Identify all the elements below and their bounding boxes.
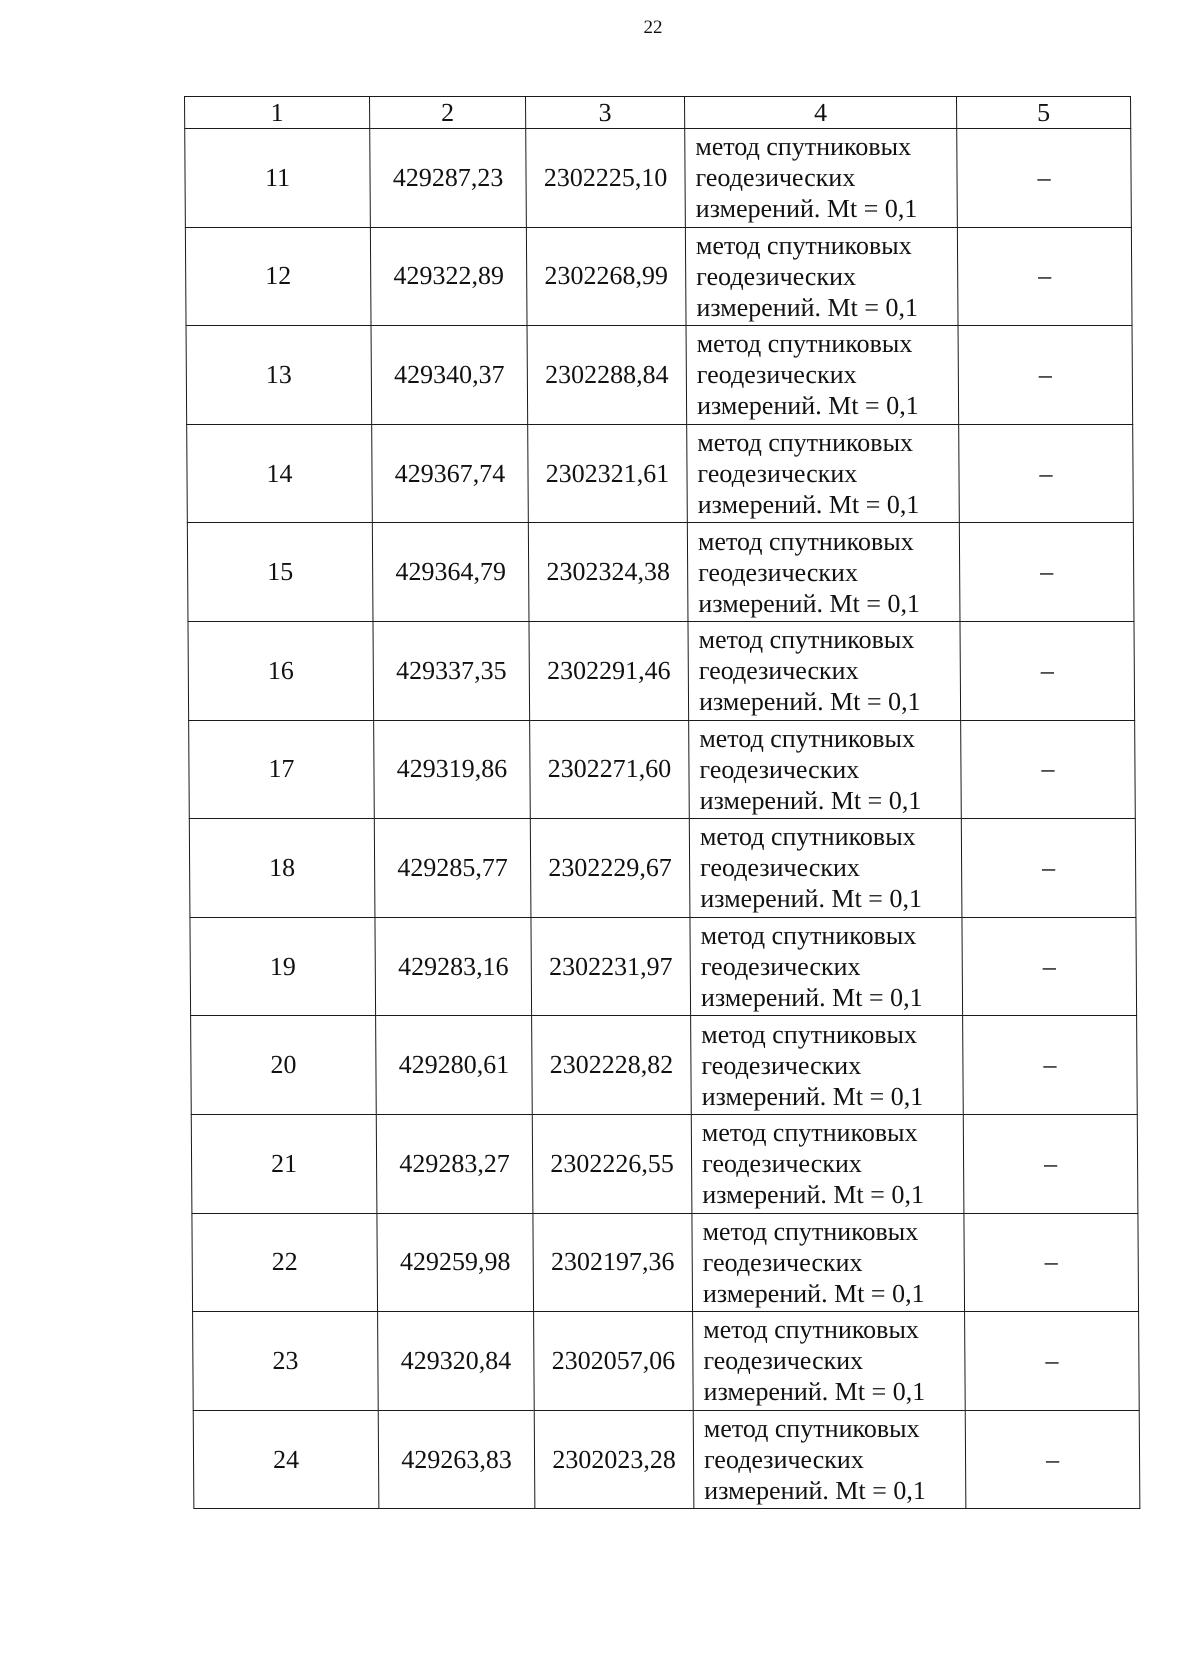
page-number: 22 [643,17,663,38]
y-coordinate-cell: 2302231,97 [531,917,691,1016]
table-row [190,917,1137,1016]
y-coordinate-cell: 2302057,06 [534,1312,694,1411]
y-coordinate-cell: 2302291,46 [529,621,689,720]
table-row [186,326,1133,425]
point-number-cell: 14 [187,424,373,523]
method-text-line: геодезических [697,459,858,489]
point-number-cell: 13 [186,326,372,425]
method-text-line: измерений. Mt = 0,1 [698,588,921,618]
point-number-cell: 23 [193,1312,379,1411]
method-text-line: геодезических [701,1149,862,1179]
note-cell [963,1114,1138,1213]
table-row [193,1312,1140,1411]
method-cell [693,1312,966,1411]
method-text-line: метод спутниковых [699,822,916,852]
y-coordinate-cell: 2302023,28 [534,1410,694,1509]
point-number-cell: 21 [191,1114,377,1213]
note-cell [965,1410,1140,1509]
table-body [185,129,1140,1509]
method-text-line: метод спутниковых [695,132,912,162]
method-cell [688,621,961,720]
method-cell [687,424,960,523]
x-coordinate-cell: 429283,16 [375,917,532,1016]
method-text-line: геодезических [700,952,861,982]
dash-mark: – [1041,754,1055,784]
note-cell [964,1213,1139,1312]
table-row [191,1016,1138,1115]
header-row [185,97,1131,129]
dash-mark: – [1037,162,1051,192]
coordinates-table [184,96,1140,1509]
note-cell [957,129,1132,228]
dash-mark: – [1045,1444,1060,1474]
method-text-line: метод спутниковых [703,1414,920,1444]
method-text-line: измерений. Mt = 0,1 [702,1180,924,1210]
table-row [187,523,1134,622]
column-header-4: 4 [685,97,957,129]
x-coordinate-cell: 429280,61 [376,1016,533,1115]
method-cell [686,326,959,425]
dash-mark: – [1045,1345,1059,1375]
x-coordinate-cell: 429320,84 [378,1312,535,1411]
column-header-1: 1 [185,97,370,129]
method-text-line: измерений. Mt = 0,1 [704,1476,926,1506]
method-cell [692,1213,965,1312]
y-coordinate-cell: 2302226,55 [532,1114,692,1213]
y-coordinate-cell: 2302321,61 [528,424,688,523]
table-row [188,621,1135,720]
method-text-line: измерений. Mt = 0,1 [696,391,919,421]
note-cell [962,917,1137,1016]
method-text-line: метод спутниковых [696,329,913,359]
method-text-line: геодезических [702,1247,863,1277]
method-cell [693,1410,966,1509]
note-cell [959,523,1134,622]
table-row [192,1213,1139,1312]
column-header-2: 2 [370,97,526,129]
point-number-cell: 19 [190,917,376,1016]
dash-mark: – [1043,1050,1057,1080]
table-row [187,424,1134,523]
x-coordinate-cell: 429322,89 [370,227,527,326]
x-coordinate-cell: 429319,86 [374,720,531,819]
dash-mark: – [1040,655,1054,685]
method-text-line: измерений. Mt = 0,1 [697,490,920,520]
table-row [185,129,1132,228]
y-coordinate-cell: 2302228,82 [532,1016,692,1115]
method-text-line: геодезических [699,754,860,784]
table-header [185,97,1131,129]
method-text-line: метод спутниковых [695,230,912,260]
method-cell [690,917,963,1016]
point-number-cell: 11 [185,129,371,228]
table-row [189,720,1136,819]
y-coordinate-cell: 2302225,10 [526,129,686,228]
method-text-line: метод спутниковых [700,921,917,951]
method-text-line: измерений. Mt = 0,1 [696,292,919,322]
dash-mark: – [1044,1247,1058,1277]
note-cell [963,1016,1138,1115]
method-cell [685,129,958,228]
method-text-line: измерений. Mt = 0,1 [700,983,923,1013]
method-cell [689,720,962,819]
table-row [189,819,1136,918]
dash-mark: – [1039,458,1053,488]
method-cell [685,227,958,326]
method-cell [691,1114,964,1213]
method-text-line: метод спутниковых [697,526,914,556]
point-number-cell: 15 [187,523,373,622]
point-number-cell: 17 [189,720,375,819]
note-cell [960,621,1135,720]
method-text-line: измерений. Mt = 0,1 [702,1278,925,1308]
point-number-cell: 24 [193,1410,379,1509]
note-cell [965,1312,1140,1411]
y-coordinate-cell: 2302197,36 [533,1213,693,1312]
x-coordinate-cell: 429340,37 [371,326,528,425]
dash-mark: – [1043,1148,1058,1178]
y-coordinate-cell: 2302268,99 [526,227,686,326]
point-number-cell: 20 [191,1016,377,1115]
table-row [191,1114,1138,1213]
dash-mark: – [1040,557,1054,587]
y-coordinate-cell: 2302288,84 [527,326,687,425]
dash-mark: – [1042,852,1056,882]
point-number-cell: 12 [185,227,371,326]
point-number-cell: 16 [188,621,374,720]
method-text-line: геодезических [696,261,857,291]
point-number-cell: 22 [192,1213,378,1312]
y-coordinate-cell: 2302271,60 [530,720,690,819]
x-coordinate-cell: 429283,27 [376,1114,533,1213]
method-text-line: измерений. Mt = 0,1 [700,884,923,914]
method-text-line: геодезических [696,360,857,390]
point-number-cell: 18 [189,819,375,918]
note-cell [957,227,1132,326]
method-text-line: метод спутниковых [701,1118,918,1148]
x-coordinate-cell: 429285,77 [374,819,531,918]
table-row [185,227,1132,326]
method-text-line: измерений. Mt = 0,1 [701,1081,924,1111]
method-cell [687,523,960,622]
method-text-line: геодезических [703,1445,864,1475]
x-coordinate-cell: 429287,23 [370,129,527,228]
method-text-line: метод спутниковых [697,428,914,458]
method-cell [689,819,962,918]
method-cell [691,1016,964,1115]
x-coordinate-cell: 429259,98 [377,1213,534,1312]
method-text-line: метод спутниковых [703,1315,919,1345]
note-cell [961,819,1136,918]
method-text-line: метод спутниковых [701,1019,918,1049]
method-text-line: геодезических [700,853,860,883]
dash-mark: – [1038,261,1052,291]
method-text-line: измерений. Mt = 0,1 [695,194,918,224]
method-text-line: геодезических [695,163,856,193]
note-cell [958,326,1133,425]
method-text-line: геодезических [698,557,858,587]
dash-mark: – [1038,359,1052,389]
method-text-line: геодезических [701,1050,862,1080]
method-text-line: измерений. Mt = 0,1 [699,785,922,815]
method-text-line: геодезических [703,1346,864,1376]
method-text-line: геодезических [698,656,859,686]
x-coordinate-cell: 429337,35 [373,621,530,720]
x-coordinate-cell: 429367,74 [372,424,529,523]
method-text-line: метод спутниковых [702,1216,919,1246]
y-coordinate-cell: 2302229,67 [530,819,690,918]
note-cell [961,720,1136,819]
method-text-line: метод спутниковых [698,625,915,655]
column-header-5: 5 [957,97,1131,129]
method-text-line: измерений. Mt = 0,1 [703,1377,926,1407]
y-coordinate-cell: 2302324,38 [528,523,688,622]
method-text-line: измерений. Mt = 0,1 [698,687,921,717]
method-text-line: метод спутниковых [699,723,916,753]
note-cell [959,424,1134,523]
x-coordinate-cell: 429364,79 [372,523,529,622]
column-header-3: 3 [526,97,685,129]
x-coordinate-cell: 429263,83 [378,1410,535,1509]
table-row [193,1410,1140,1509]
dash-mark: – [1042,951,1056,981]
